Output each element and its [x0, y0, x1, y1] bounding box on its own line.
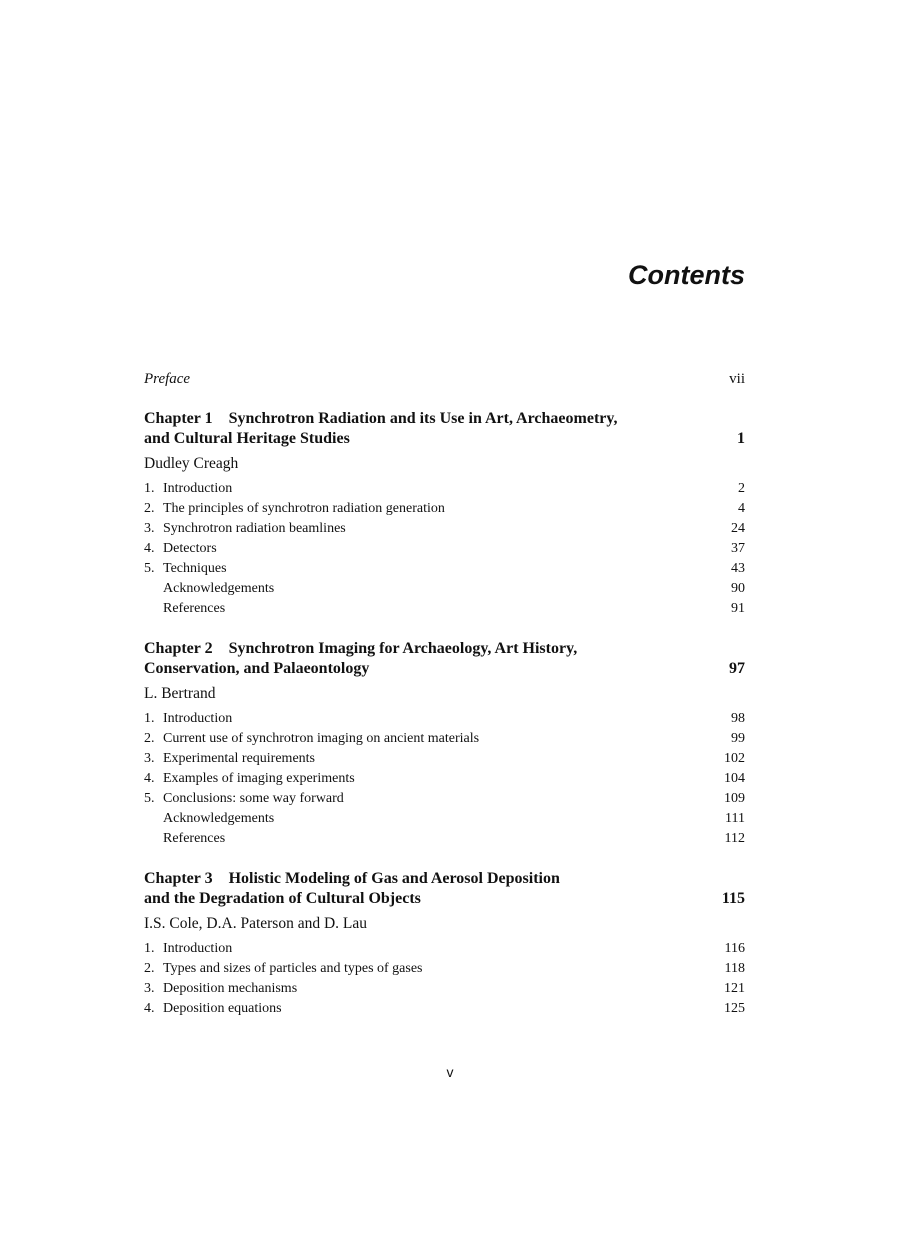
- toc-entry: [144, 729, 745, 749]
- entry-number: 3.: [144, 981, 155, 996]
- chapter-title-line1: Synchrotron Imaging for Archaeology, Art History,: [228, 640, 578, 657]
- toc-entry: [144, 709, 745, 729]
- entry-number: 3.: [144, 521, 155, 536]
- entry-label: Deposition equations: [163, 1001, 282, 1016]
- chapter-authors: I.S. Cole, D.A. Paterson and D. Lau: [144, 915, 367, 932]
- chapter-number: Chapter 3: [144, 870, 213, 887]
- entry-page: 91: [731, 601, 745, 616]
- entry-label: Acknowledgements: [163, 811, 275, 826]
- entry-number: 3.: [144, 751, 155, 766]
- chapter-heading: [144, 869, 745, 909]
- toc-entry: [144, 939, 745, 959]
- entry-label: Types and sizes of particles and types of gases: [163, 961, 423, 976]
- chapter-heading: [144, 639, 745, 679]
- chapter-1: [144, 409, 745, 619]
- entry-label: The principles of synchrotron radiation generation: [163, 501, 445, 516]
- entry-number: 5.: [144, 561, 155, 576]
- chapter-heading: [144, 409, 745, 449]
- chapter-authors: L. Bertrand: [144, 685, 216, 702]
- entry-number: 2.: [144, 731, 155, 746]
- entry-page: 2: [738, 481, 745, 496]
- chapter-3: [144, 869, 745, 1019]
- entry-number: [144, 599, 163, 619]
- page-folio: v: [446, 1064, 454, 1080]
- entry-page: 99: [731, 731, 745, 746]
- toc-entry: [144, 999, 745, 1019]
- chapter-number: Chapter 2: [144, 640, 213, 657]
- toc-entry: [144, 959, 745, 979]
- entry-label: Introduction: [163, 711, 233, 726]
- toc-entry: [144, 599, 745, 619]
- toc-entry: [144, 559, 745, 579]
- entry-page: 43: [731, 561, 745, 576]
- entry-label: Experimental requirements: [163, 751, 315, 766]
- chapter-title-line2: and Cultural Heritage Studies: [144, 430, 350, 447]
- entry-number: 4.: [144, 771, 155, 786]
- entry-label: Current use of synchrotron imaging on ancient materials: [163, 731, 480, 746]
- preface-label: Preface: [144, 371, 191, 387]
- chapter-title-line1: Synchrotron Radiation and its Use in Art, Archaeometry,: [228, 410, 618, 427]
- entry-page: 111: [725, 811, 745, 826]
- entry-label: Introduction: [163, 941, 233, 956]
- toc-entry: [144, 539, 745, 559]
- chapter-title-line2: Conservation, and Palaeontology: [144, 660, 370, 677]
- entry-page: 104: [724, 771, 745, 786]
- entry-page: 37: [731, 541, 745, 556]
- entry-page: 116: [724, 941, 745, 956]
- entry-number: [144, 579, 163, 599]
- toc-entry: [144, 519, 745, 539]
- entry-label: Techniques: [163, 561, 227, 576]
- entry-page: 90: [731, 581, 745, 596]
- entry-number: 2.: [144, 961, 155, 976]
- toc-preface-row: [144, 369, 745, 389]
- entry-page: 102: [724, 751, 745, 766]
- entry-number: 4.: [144, 541, 155, 556]
- chapter-title-line1: Holistic Modeling of Gas and Aerosol Deposition: [228, 870, 560, 887]
- chapter-authors: Dudley Creagh: [144, 455, 239, 472]
- entry-label: Synchrotron radiation beamlines: [163, 521, 346, 536]
- page-title: Contents: [628, 260, 745, 290]
- entry-label: Deposition mechanisms: [163, 981, 298, 996]
- preface-page: vii: [729, 371, 745, 387]
- entry-number: 1.: [144, 941, 155, 956]
- entry-number: 1.: [144, 711, 155, 726]
- chapter-page: 115: [721, 890, 745, 907]
- entry-number: 4.: [144, 1001, 155, 1016]
- toc-entry: [144, 499, 745, 519]
- table-of-contents: [144, 369, 745, 1039]
- entry-label: Conclusions: some way forward: [163, 791, 344, 806]
- entry-number: [144, 809, 163, 829]
- entry-number: 1.: [144, 481, 155, 496]
- chapter-page: 97: [729, 660, 745, 677]
- toc-entry: [144, 579, 745, 599]
- entry-page: 125: [724, 1001, 745, 1016]
- entry-label: Detectors: [163, 541, 217, 556]
- entry-page: 112: [724, 831, 745, 846]
- entry-page: 98: [731, 711, 745, 726]
- chapter-2: [144, 639, 745, 849]
- entry-page: 109: [724, 791, 745, 806]
- entry-number: 2.: [144, 501, 155, 516]
- toc-entry: [144, 749, 745, 769]
- entry-page: 118: [724, 961, 745, 976]
- chapter-title-line2: and the Degradation of Cultural Objects: [144, 890, 421, 907]
- toc-entry: [144, 829, 745, 849]
- entry-number: [144, 829, 163, 849]
- entry-number: 5.: [144, 791, 155, 806]
- entry-label: References: [163, 831, 226, 846]
- toc-entry: [144, 789, 745, 809]
- chapter-page: 1: [737, 430, 745, 447]
- entry-label: Acknowledgements: [163, 581, 275, 596]
- toc-entry: [144, 769, 745, 789]
- entry-page: 4: [738, 501, 745, 516]
- toc-entry: [144, 979, 745, 999]
- entry-page: 24: [731, 521, 745, 536]
- toc-entry: [144, 479, 745, 499]
- entry-page: 121: [724, 981, 745, 996]
- toc-entry: [144, 809, 745, 829]
- entry-label: Examples of imaging experiments: [163, 771, 355, 786]
- entry-label: Introduction: [163, 481, 233, 496]
- entry-label: References: [163, 601, 226, 616]
- chapter-number: Chapter 1: [144, 410, 213, 427]
